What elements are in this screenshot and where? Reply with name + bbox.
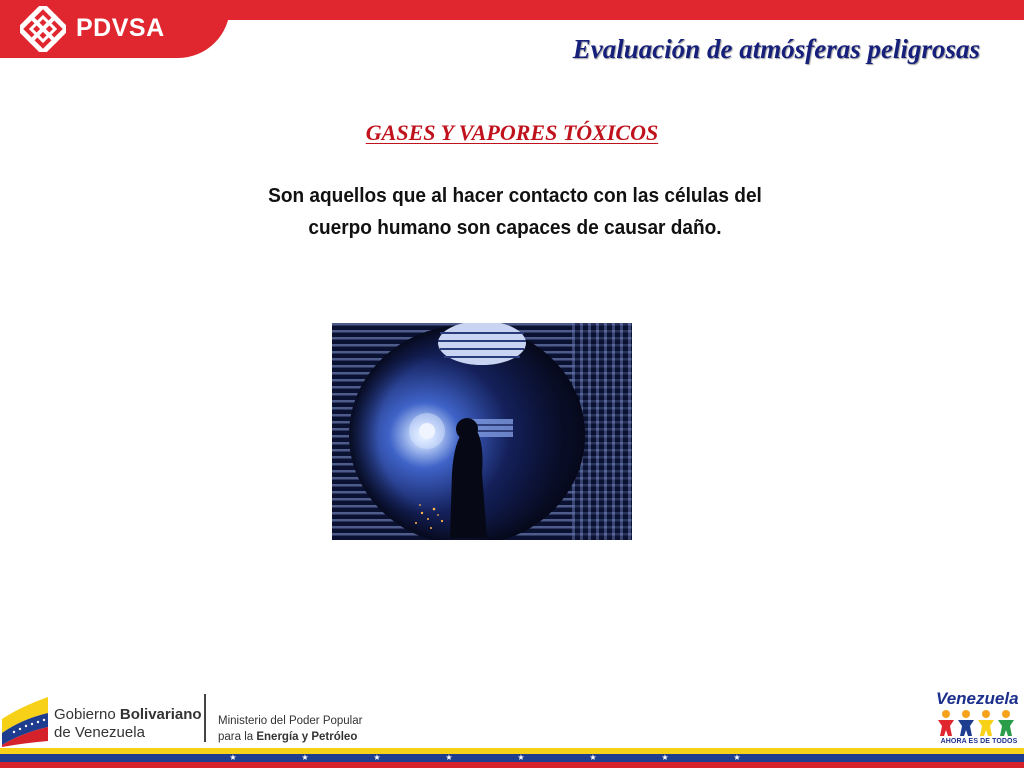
brand-logo	[0, 0, 230, 58]
ministry-line-2-prefix: para la	[218, 731, 257, 743]
ministry-text	[218, 713, 362, 745]
government-logo-text	[54, 706, 202, 742]
people-figures-icon	[936, 706, 1022, 738]
body-text-line-1: Son aquellos que al hacer contacto con las células del	[268, 184, 762, 207]
flag-stripe-blue	[0, 754, 1024, 762]
ministry-line-1: Ministerio del Poder Popular	[218, 715, 363, 727]
gov-line-1-bold: Bolivariano	[119, 706, 202, 723]
gov-line-1-prefix: Gobierno	[54, 706, 120, 723]
flag-star-icon: ★	[517, 753, 525, 762]
flag-star-icon: ★	[733, 753, 741, 762]
gov-line-2: de Venezuela	[54, 724, 145, 741]
flag-star-icon: ★	[445, 753, 453, 762]
venezuela-logo-title: Venezuela	[936, 689, 1019, 708]
flag-star-icon: ★	[229, 753, 237, 762]
flag-star-icon: ★	[373, 753, 381, 762]
venezuela-tagline: AHORA ES DE TODOS	[940, 738, 1018, 745]
flag-star-icon: ★	[661, 753, 669, 762]
section-title: GASES Y VAPORES TÓXICOS	[365, 120, 659, 145]
slide-title: Evaluación de atmósferas peligrosas	[572, 34, 980, 64]
flag-star-icon: ★	[589, 753, 597, 762]
body-text	[250, 180, 780, 244]
brand-name: PDVSA	[76, 14, 165, 42]
ministry-line-2-bold: Energía y Petróleo	[256, 731, 358, 743]
welding-photo	[332, 323, 632, 540]
flag-stripe-red	[0, 762, 1024, 768]
flag-star-icon: ★	[301, 753, 309, 762]
body-text-line-2: cuerpo humano son capaces de causar daño.	[308, 216, 722, 239]
footer-divider	[204, 694, 206, 742]
venezuela-flag-logo-icon	[0, 689, 52, 747]
pdvsa-emblem-icon	[20, 6, 66, 52]
